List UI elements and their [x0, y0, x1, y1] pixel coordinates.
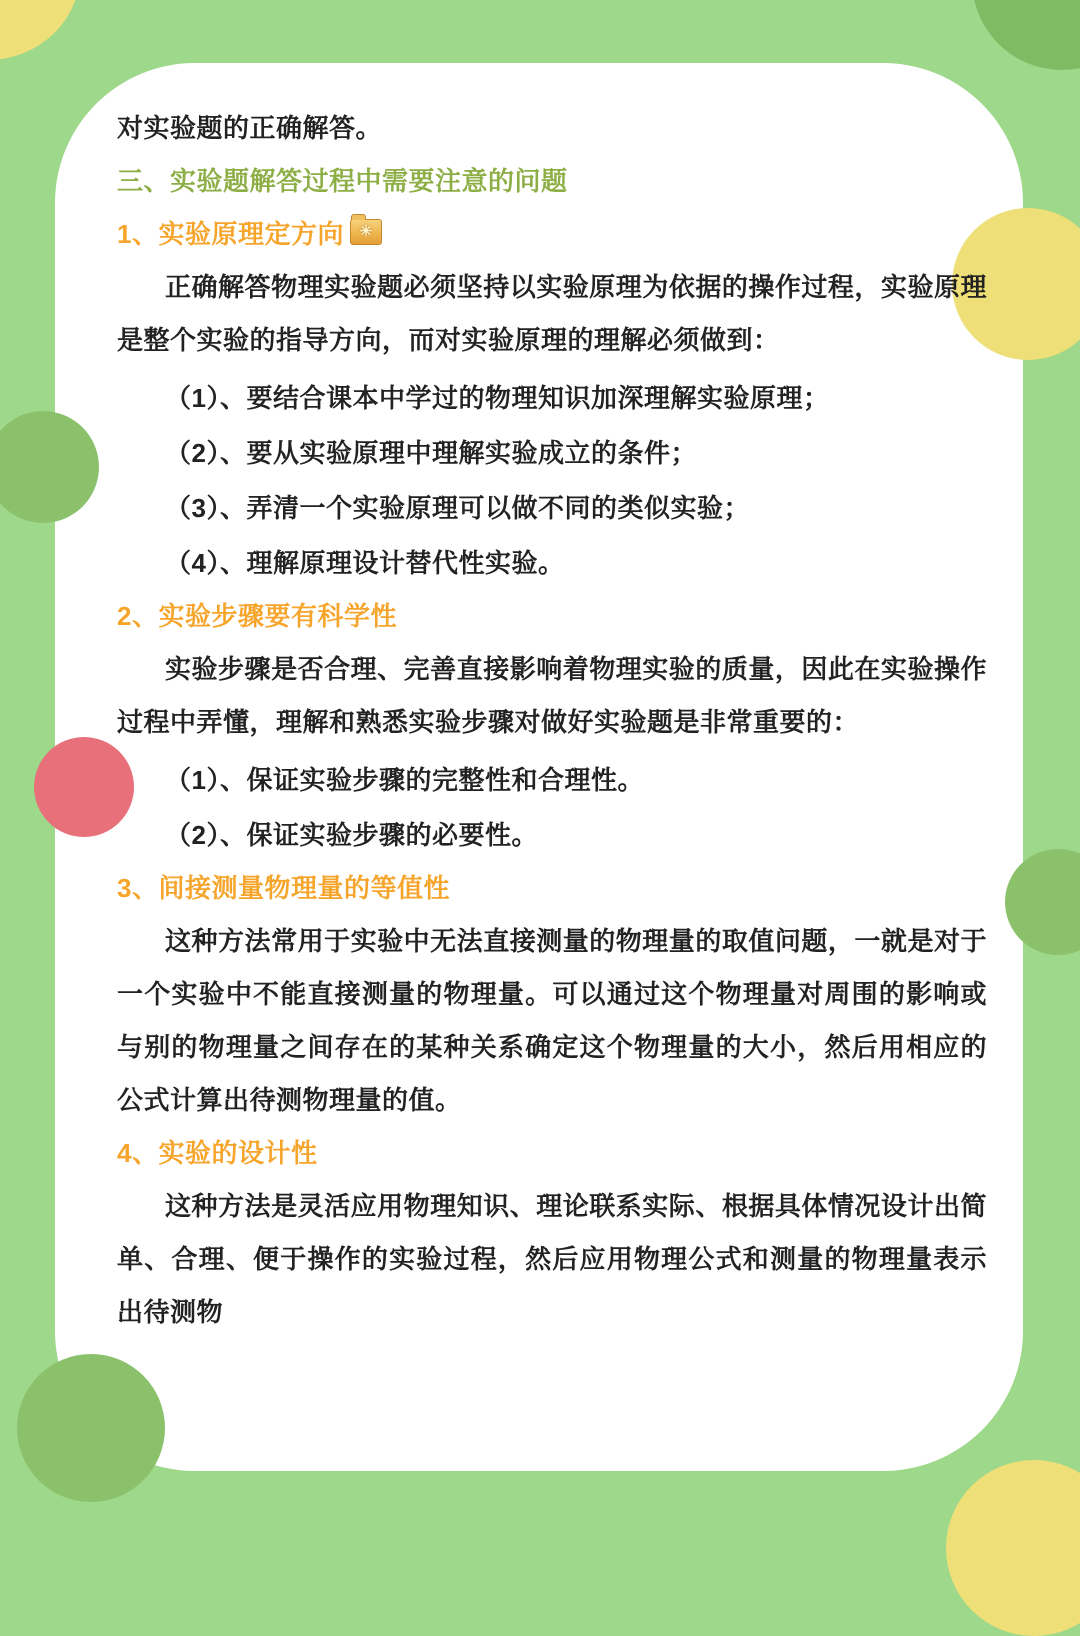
subsection-heading-3: 3、间接测量物理量的等值性 [117, 873, 450, 903]
subsection-heading-1 [117, 208, 987, 261]
subsection-paragraph-3: 这种方法常用于实验中无法直接测量的物理量的取值问题，一就是对于一个实验中不能直接测量的物理量。可以通过这个物理量对周围的影响或与别的物理量之间存在的某种关系确定这个物理量的大小，然后用相应的公式计算出待测物理量的值。 [117, 926, 987, 1115]
decor-circle-bottom-right-yellow [946, 1460, 1080, 1636]
intro-line: 对实验题的正确解答。 [117, 113, 383, 143]
decor-circle-top-right-green [972, 0, 1080, 70]
decor-circle-top-left-yellow [0, 0, 80, 60]
subsection-heading-1-text: 1、实验原理定方向 [117, 219, 344, 249]
subsection-paragraph-4: 这种方法是灵活应用物理知识、理论联系实际、根据具体情况设计出简单、合理、便于操作的实验过程，然后应用物理公式和测量的物理量表示出待测物 [117, 1191, 987, 1327]
section-title: 三、实验题解答过程中需要注意的问题 [117, 166, 568, 196]
list-item: （2）、保证实验步骤的必要性。 [165, 820, 538, 850]
folder-image-icon [350, 219, 382, 245]
subsection-paragraph-1: 正确解答物理实验题必须坚持以实验原理为依据的操作过程，实验原理是整个实验的指导方向，而对实验原理的理解必须做到： [117, 272, 987, 355]
list-item: （3）、弄清一个实验原理可以做不同的类似实验； [165, 493, 750, 523]
list-item: （4）、理解原理设计替代性实验。 [165, 548, 565, 578]
subsection-heading-2: 2、实验步骤要有科学性 [117, 601, 397, 631]
subsection-heading-4: 4、实验的设计性 [117, 1138, 318, 1168]
list-item: （1）、保证实验步骤的完整性和合理性。 [165, 765, 644, 795]
document-body [55, 63, 1023, 1339]
subsection-items-1 [117, 372, 987, 590]
list-item: （1）、要结合课本中学过的物理知识加深理解实验原理； [165, 383, 830, 413]
list-item: （2）、要从实验原理中理解实验成立的条件； [165, 438, 697, 468]
subsection-items-2 [117, 754, 987, 862]
decor-circle-bottom-left-green [17, 1354, 165, 1502]
subsection-paragraph-2: 实验步骤是否合理、完善直接影响着物理实验的质量，因此在实验操作过程中弄懂，理解和熟悉实验步骤对做好实验题是非常重要的： [117, 654, 987, 737]
